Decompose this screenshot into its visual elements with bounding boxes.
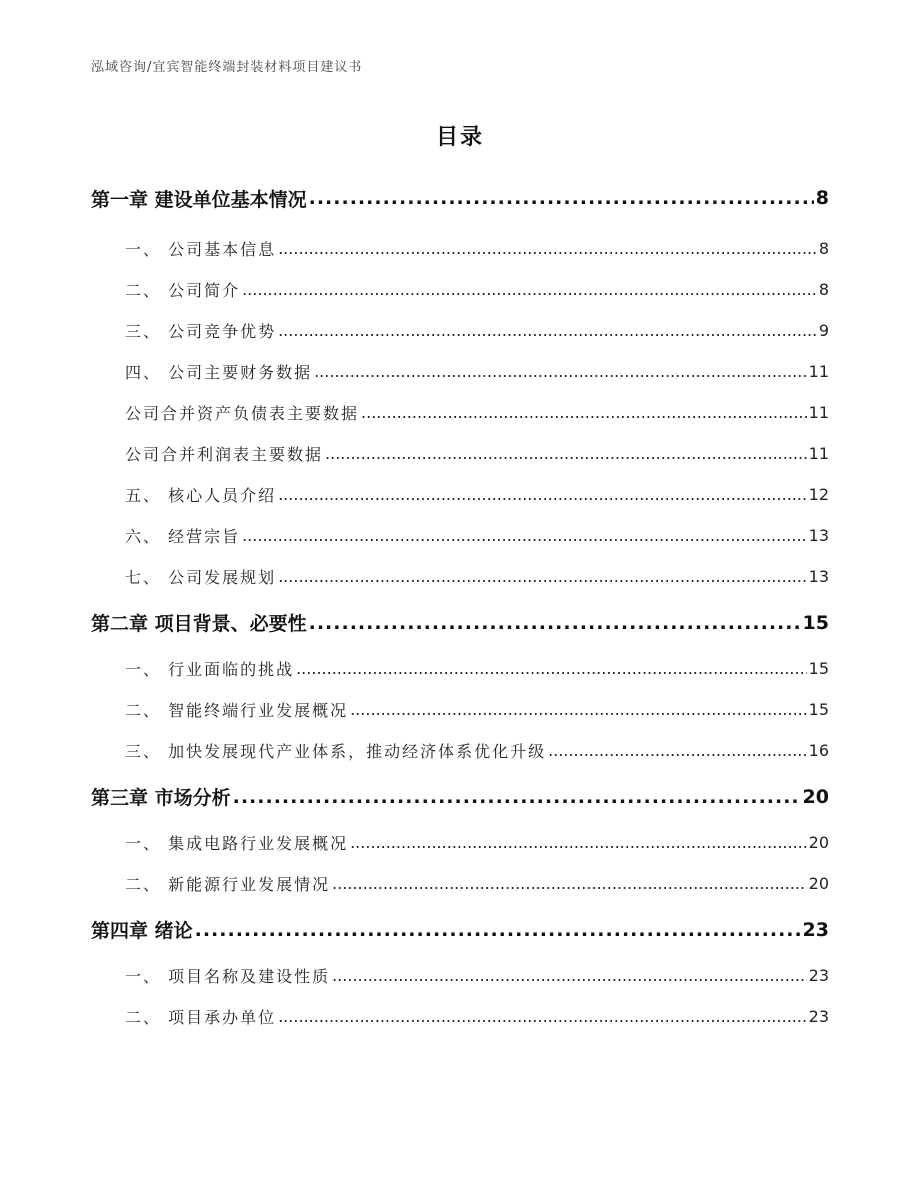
toc-section-entry[interactable] [91, 392, 829, 433]
toc-page-number: 23 [808, 1007, 829, 1026]
toc-entry-label: 第三章 市场分析 [91, 787, 231, 809]
toc-section-entry[interactable] [91, 474, 829, 515]
toc-section-entry[interactable] [91, 515, 829, 556]
toc-section-entry[interactable] [91, 955, 829, 996]
dot-leader [309, 187, 814, 209]
toc-title: 目录 [435, 125, 484, 150]
toc-entry-label: 二、 项目承办单位 [125, 1008, 277, 1027]
toc-entry-label: 三、 加快发展现代产业体系，推动经济体系优化升级 [125, 742, 547, 761]
dot-leader [325, 444, 807, 463]
toc-section-entry[interactable] [91, 648, 829, 689]
dot-leader [350, 700, 807, 719]
dot-leader [548, 741, 807, 760]
toc-section-entry[interactable] [91, 433, 829, 474]
toc-page-number: 15 [808, 659, 829, 678]
toc-page-number: 12 [808, 485, 829, 504]
toc-page-number: 15 [802, 611, 829, 634]
toc-entry-label: 四、 公司主要财务数据 [125, 363, 313, 382]
dot-leader [278, 567, 807, 586]
toc-entry-label: 六、 经营宗旨 [125, 527, 241, 546]
toc-page-number: 23 [802, 918, 829, 941]
toc-section-entry[interactable] [91, 310, 829, 351]
toc-page-number: 23 [808, 966, 829, 985]
dot-leader [361, 403, 807, 422]
toc-page-number: 8 [818, 280, 829, 299]
toc-entry-label: 一、 项目名称及建设性质 [125, 967, 331, 986]
toc-entry-label: 七、 公司发展规划 [125, 568, 277, 587]
toc-section-entry[interactable] [91, 730, 829, 771]
toc-page-number: 15 [808, 700, 829, 719]
toc-chapter-entry[interactable] [91, 904, 829, 955]
dot-leader [278, 485, 807, 504]
toc-entry-label: 第一章 建设单位基本情况 [91, 188, 307, 211]
toc-entry-label: 公司合并资产负债表主要数据 [125, 404, 360, 423]
running-header: 泓域咨询/宜宾智能终端封装材料项目建议书 [91, 60, 363, 75]
dot-leader [309, 612, 801, 634]
toc-page-number: 8 [815, 187, 829, 209]
toc-entry-label: 二、 公司简介 [125, 281, 241, 300]
dot-leader [332, 874, 807, 893]
toc-section-entry[interactable] [91, 269, 829, 310]
toc-page-number: 20 [808, 874, 829, 893]
toc-page-number: 20 [808, 833, 829, 852]
toc-page-number: 11 [808, 362, 829, 381]
toc-page-number: 13 [808, 567, 829, 586]
toc-section-entry[interactable] [91, 228, 829, 269]
toc-section-entry[interactable] [91, 996, 829, 1037]
dot-leader [350, 833, 807, 852]
dot-leader [332, 966, 807, 985]
toc-section-entry[interactable] [91, 556, 829, 597]
toc-section-entry[interactable] [91, 863, 829, 904]
dot-leader [278, 239, 817, 258]
toc-entry-label: 公司合并利润表主要数据 [125, 445, 324, 464]
toc-section-entry[interactable] [91, 689, 829, 730]
dot-leader [278, 1007, 807, 1026]
toc-entry-label: 第二章 项目背景、必要性 [91, 613, 307, 635]
toc-section-entry[interactable] [91, 351, 829, 392]
toc-entry-label: 五、 核心人员介绍 [125, 486, 277, 505]
toc-entry-label: 一、 集成电路行业发展概况 [125, 834, 349, 853]
table-of-contents [91, 183, 829, 1037]
toc-entry-label: 一、 公司基本信息 [125, 240, 277, 259]
toc-entry-label: 二、 新能源行业发展情况 [125, 875, 331, 894]
toc-page-number: 20 [802, 785, 829, 808]
toc-page-number: 8 [818, 239, 829, 258]
dot-leader [242, 526, 807, 545]
dot-leader [296, 659, 807, 678]
toc-chapter-entry[interactable] [91, 597, 829, 648]
toc-page-number: 9 [818, 321, 829, 340]
toc-page-number: 11 [808, 444, 829, 463]
toc-entry-label: 第四章 绪论 [91, 920, 193, 942]
dot-leader [314, 362, 807, 381]
toc-entry-label: 一、 行业面临的挑战 [125, 660, 295, 679]
toc-entry-label: 三、 公司竞争优势 [125, 322, 277, 341]
toc-page-number: 11 [808, 403, 829, 422]
toc-page-number: 16 [808, 741, 829, 760]
dot-leader [233, 786, 801, 808]
dot-leader [278, 321, 817, 340]
toc-chapter-entry[interactable] [91, 168, 829, 228]
toc-page-number: 13 [808, 526, 829, 545]
toc-chapter-entry[interactable] [91, 771, 829, 822]
dot-leader [242, 280, 817, 299]
toc-entry-label: 二、 智能终端行业发展概况 [125, 701, 349, 720]
dot-leader [195, 919, 801, 941]
toc-section-entry[interactable] [91, 822, 829, 863]
